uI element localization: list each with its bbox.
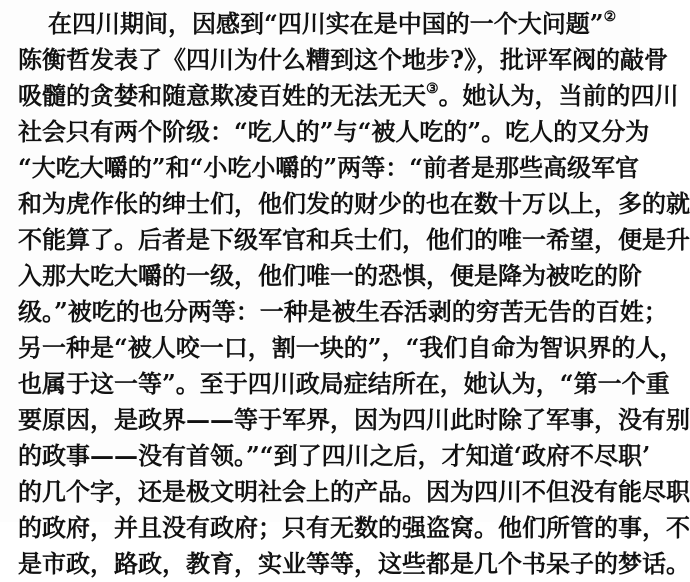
text-line-16 bbox=[18, 546, 690, 582]
line-text: 和为虎作伥的绅士们，他们发的财少的也在数十万以上，多的就 bbox=[18, 189, 690, 218]
text-line-9 bbox=[18, 294, 668, 330]
line-text: 的几个字，还是极文明社会上的产品。因为四川不但没有能尽职 bbox=[18, 477, 690, 506]
line-text: 在四川期间，因感到“四川实在是中国的一个大问题” bbox=[48, 9, 604, 38]
text-line-5 bbox=[18, 150, 640, 186]
line-text: 社会只有两个阶级：“吃人的”与“被人吃的”。吃人的又分为 bbox=[18, 117, 650, 146]
line-text: 是市政，路政，教育，实业等等，这些都是几个书呆子的梦话。 bbox=[18, 549, 690, 578]
text-line-3 bbox=[18, 78, 679, 114]
text-line-11 bbox=[18, 366, 670, 402]
line-text: 另一种是“被人咬一口，割一块的”，“我们自命为智识界的人， bbox=[18, 333, 684, 362]
text-line-2 bbox=[18, 42, 669, 78]
line-text: 要原因，是政界——等于军界，因为四川此时除了军事，没有别 bbox=[18, 405, 690, 434]
line-text: 的政府，并且没有政府；只有无数的强盗窝。他们所管的事，不 bbox=[18, 513, 690, 542]
text-line-15 bbox=[18, 510, 690, 546]
line-text: 不能算了。后者是下级军官和兵士们，他们的唯一希望，便是升 bbox=[18, 225, 690, 254]
text-line-4 bbox=[18, 114, 650, 150]
text-line-1 bbox=[18, 6, 624, 42]
text-line-10 bbox=[18, 330, 684, 366]
footnote-marker: ③ bbox=[426, 81, 439, 97]
text-line-7 bbox=[18, 222, 690, 258]
text-line-14 bbox=[18, 474, 690, 510]
text-line-13 bbox=[18, 438, 651, 474]
text-line-6 bbox=[18, 186, 690, 222]
line-text: 的政事——没有首领。”“到了四川之后，才知道‘政府不尽职’ bbox=[18, 441, 651, 470]
line-text: 级。”被吃的也分两等：一种是被生吞活剥的穷苦无告的百姓； bbox=[18, 297, 668, 326]
line-text-continued: 。她认为，当前的四川 bbox=[438, 81, 679, 110]
body-paragraph bbox=[18, 6, 690, 582]
footnote-marker: ② bbox=[603, 9, 617, 25]
line-text: “大吃大嚼的”和“小吃小嚼的”两等：“前者是那些高级军官 bbox=[18, 153, 640, 182]
line-text: 入那大吃大嚼的一级，他们唯一的恐惧，便是降为被吃的阶 bbox=[18, 261, 642, 290]
line-text: 吸髓的贪婪和随意欺凌百姓的无法无天 bbox=[18, 81, 426, 110]
line-text: 陈衡哲发表了《四川为什么糟到这个地步?》，批评军阀的敲骨 bbox=[18, 45, 669, 74]
text-line-12 bbox=[18, 402, 690, 438]
text-line-8 bbox=[18, 258, 642, 294]
line-text: 也属于这一等”。至于四川政局症结所在，她认为，“第一个重 bbox=[18, 369, 670, 398]
